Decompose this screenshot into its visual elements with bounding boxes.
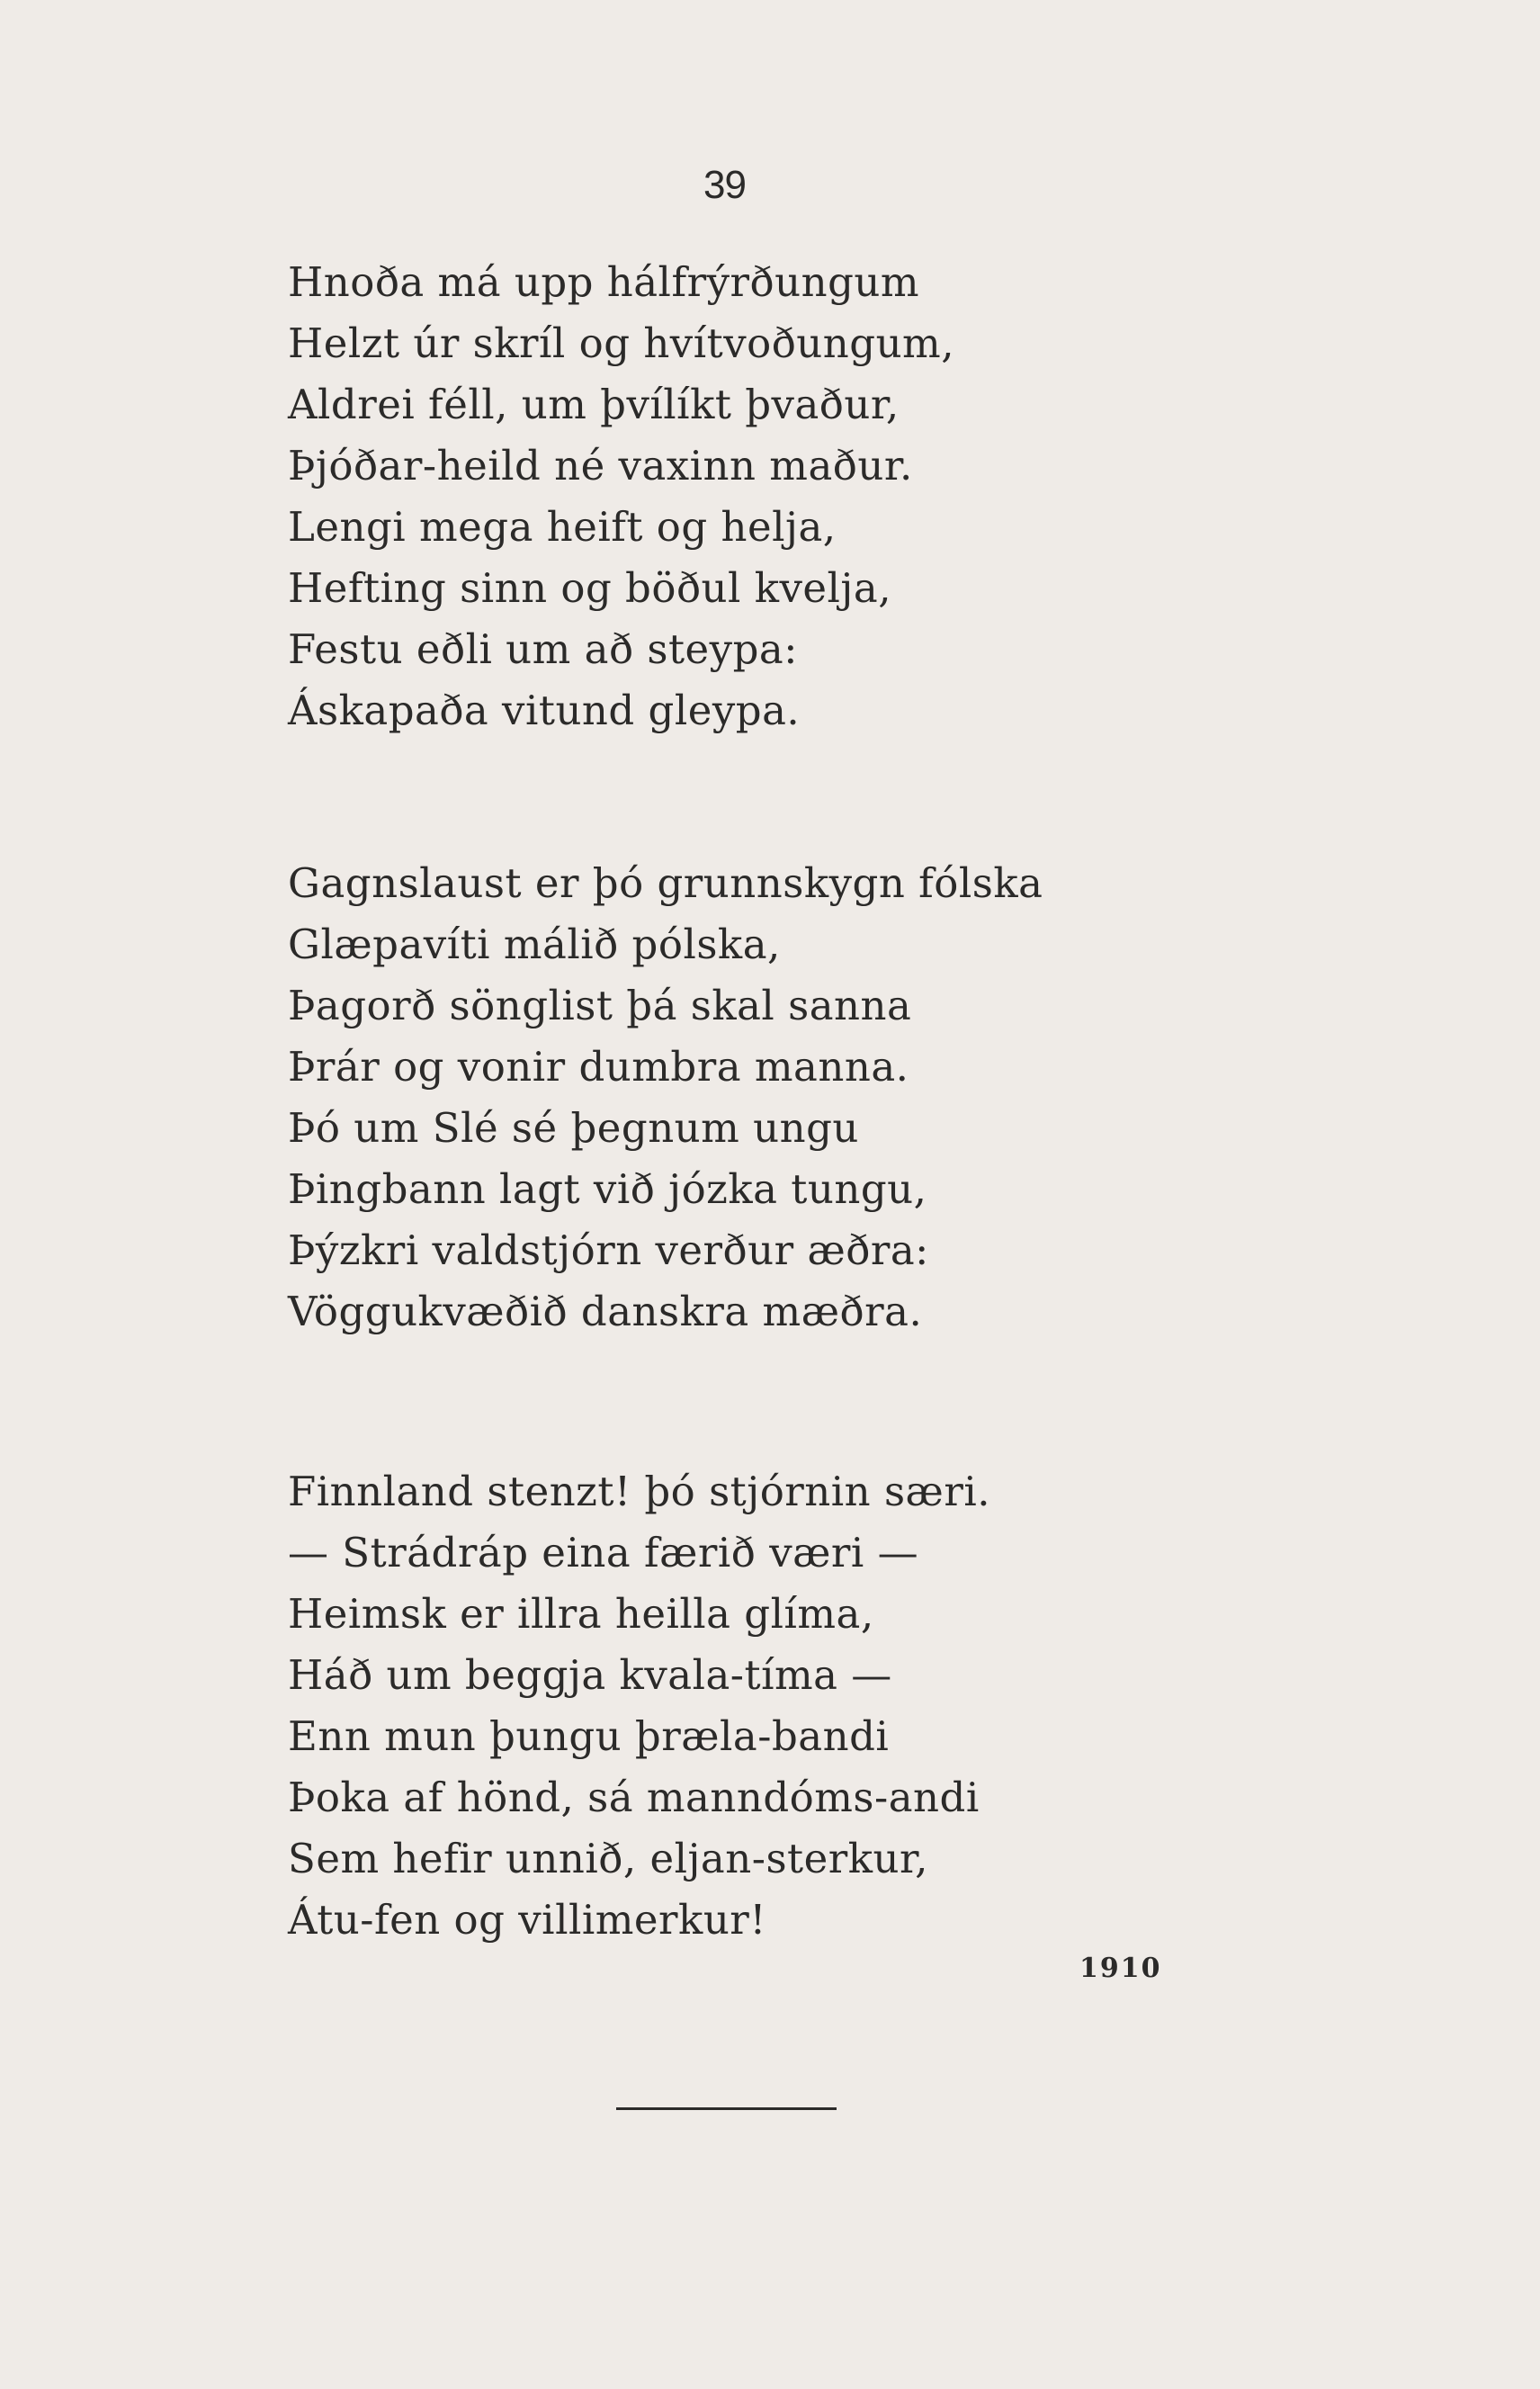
verse-line: Lengi mega heift og helja, (288, 503, 837, 551)
verse-line: Áskapaða vitund gleypa. (288, 687, 801, 734)
verse-line: Háð um beggja kvala-tíma — (288, 1651, 892, 1699)
verse-line: Þrár og vonir dumbra manna. (288, 1043, 909, 1091)
verse-line: Þó um Slé sé þegnum ungu (288, 1104, 859, 1152)
verse-line: Enn mun þungu þræla-bandi (288, 1712, 890, 1760)
verse-line: Aldrei féll, um þvílíkt þvaður, (288, 381, 900, 428)
verse-line: Þoka af hönd, sá manndóms-andi (288, 1774, 980, 1821)
verse-line: Festu eðli um að steypa: (288, 625, 798, 673)
verse-line: Finnland stenzt! þó stjórnin særi. (288, 1468, 991, 1515)
verse-line: Gagnslaust er þó grunnskygn fólska (288, 859, 1043, 907)
verse-line: Hefting sinn og böðul kvelja, (288, 564, 892, 612)
poem-year: 1910 (1079, 1953, 1162, 1984)
stanza-2 (288, 853, 1043, 1343)
verse-line: Þjóðar-heild né vaxinn maður. (288, 442, 913, 489)
verse-line: Þagorð sönglist þá skal sanna (288, 982, 912, 1029)
verse-line: Heimsk er illra heilla glíma, (288, 1590, 874, 1638)
page-number: 39 (703, 163, 746, 207)
verse-line: Þýzkri valdstjórn verður æðra: (288, 1226, 929, 1274)
verse-line: Þingbann lagt við józka tungu, (288, 1165, 927, 1213)
verse-line: Vöggukvæðið danskra mæðra. (288, 1288, 923, 1335)
verse-line: Glæpavíti málið pólska, (288, 921, 781, 968)
verse-line: — Strádráp eina færið væri — (288, 1529, 919, 1576)
end-divider (616, 2107, 837, 2110)
stanza-1 (288, 252, 954, 741)
verse-line: Helzt úr skríl og hvítvoðungum, (288, 319, 955, 367)
verse-line: Sem hefir unnið, eljan-sterkur, (288, 1835, 928, 1882)
verse-line: Átu-fen og villimerkur! (288, 1896, 766, 1944)
verse-line: Hnoða má upp hálfrýrðungum (288, 258, 920, 306)
stanza-3 (288, 1461, 990, 1951)
